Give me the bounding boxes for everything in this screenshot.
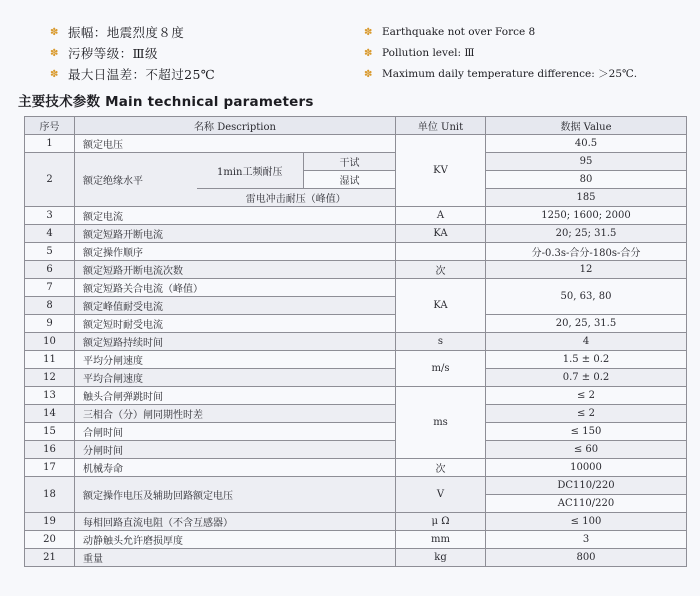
row-number: 11 bbox=[25, 351, 75, 369]
row-value: 4 bbox=[486, 333, 687, 351]
row-value: 1.5 ± 0.2 bbox=[486, 351, 687, 369]
row-number: 15 bbox=[25, 423, 75, 441]
row-sublabel: 1min工频耐压 bbox=[197, 153, 304, 189]
table-row bbox=[25, 315, 687, 333]
row-value: 分-0.3s-合分-180s-合分 bbox=[486, 243, 687, 261]
conditions-chinese bbox=[50, 22, 215, 85]
conditions-english bbox=[364, 22, 637, 85]
condition-text: Earthquake not over Force 8 bbox=[382, 26, 536, 38]
row-number: 9 bbox=[25, 315, 75, 333]
row-sublabel: 湿试 bbox=[304, 171, 396, 189]
bullet-icon: ✽ bbox=[50, 27, 59, 38]
row-name: 每相回路直流电阻（不含互感器） bbox=[75, 513, 396, 531]
row-name: 额定短路开断电流次数 bbox=[75, 261, 396, 279]
condition-text: 最大日温差：不超过25℃ bbox=[68, 67, 216, 82]
row-unit: KA bbox=[396, 279, 486, 333]
table-row bbox=[25, 405, 687, 423]
row-value: 3 bbox=[486, 531, 687, 549]
condition-item bbox=[364, 22, 637, 43]
table-row bbox=[25, 351, 687, 369]
row-number: 2 bbox=[25, 153, 75, 207]
bullet-icon: ✽ bbox=[50, 69, 59, 80]
table-header-row bbox=[25, 117, 687, 135]
table-row bbox=[25, 477, 687, 495]
row-number: 16 bbox=[25, 441, 75, 459]
row-number: 18 bbox=[25, 477, 75, 513]
table-row bbox=[25, 279, 687, 297]
row-value: 20; 25; 31.5 bbox=[486, 225, 687, 243]
row-number: 13 bbox=[25, 387, 75, 405]
row-value: 80 bbox=[486, 171, 687, 189]
row-unit: ms bbox=[396, 387, 486, 459]
row-value: ≤ 60 bbox=[486, 441, 687, 459]
row-number: 5 bbox=[25, 243, 75, 261]
row-value: 20, 25, 31.5 bbox=[486, 315, 687, 333]
row-value: 800 bbox=[486, 549, 687, 567]
row-value: 40.5 bbox=[486, 135, 687, 153]
row-name: 重量 bbox=[75, 549, 396, 567]
row-unit: m/s bbox=[396, 351, 486, 387]
row-name: 额定短时耐受电流 bbox=[75, 315, 396, 333]
row-unit: s bbox=[396, 333, 486, 351]
table-row bbox=[25, 531, 687, 549]
condition-text: Pollution level: Ⅲ bbox=[382, 47, 475, 59]
row-name: 动静触头允许磨损厚度 bbox=[75, 531, 396, 549]
row-sublabel: 干试 bbox=[304, 153, 396, 171]
row-name: 额定短路关合电流（峰值） bbox=[75, 279, 396, 297]
bullet-icon: ✽ bbox=[50, 48, 59, 59]
row-number: 14 bbox=[25, 405, 75, 423]
row-name: 额定电压 bbox=[75, 135, 396, 153]
row-sublabel: 雷电冲击耐压（峰值） bbox=[197, 189, 396, 207]
table-row bbox=[25, 153, 687, 171]
header-description: 名称 Description bbox=[75, 117, 396, 135]
bullet-icon: ✽ bbox=[364, 48, 373, 59]
row-name: 机械寿命 bbox=[75, 459, 396, 477]
header-value: 数据 Value bbox=[486, 117, 687, 135]
table-row bbox=[25, 549, 687, 567]
header-unit: 单位 Unit bbox=[396, 117, 486, 135]
row-name: 平均分闸速度 bbox=[75, 351, 396, 369]
row-number: 4 bbox=[25, 225, 75, 243]
row-value: 95 bbox=[486, 153, 687, 171]
table-row bbox=[25, 207, 687, 225]
row-value: 185 bbox=[486, 189, 687, 207]
row-number: 12 bbox=[25, 369, 75, 387]
row-value: DC110/220 bbox=[486, 477, 687, 495]
row-unit: KV bbox=[396, 135, 486, 207]
row-unit: mm bbox=[396, 531, 486, 549]
row-value: 10000 bbox=[486, 459, 687, 477]
table-row bbox=[25, 513, 687, 531]
condition-item bbox=[50, 64, 215, 85]
row-unit bbox=[396, 243, 486, 261]
row-number: 20 bbox=[25, 531, 75, 549]
table-row bbox=[25, 459, 687, 477]
row-value: ≤ 100 bbox=[486, 513, 687, 531]
table-row bbox=[25, 369, 687, 387]
row-value: ≤ 2 bbox=[486, 405, 687, 423]
row-number: 3 bbox=[25, 207, 75, 225]
row-name: 额定短路持续时间 bbox=[75, 333, 396, 351]
table-row bbox=[25, 423, 687, 441]
row-unit: V bbox=[396, 477, 486, 513]
bullet-icon: ✽ bbox=[364, 27, 373, 38]
row-name: 额定电流 bbox=[75, 207, 396, 225]
row-number: 19 bbox=[25, 513, 75, 531]
condition-text: 污秽等级：Ⅲ级 bbox=[68, 46, 158, 61]
condition-item bbox=[50, 22, 215, 43]
table-row bbox=[25, 243, 687, 261]
row-unit: kg bbox=[396, 549, 486, 567]
service-conditions bbox=[0, 22, 700, 86]
row-name: 额定操作电压及辅助回路额定电压 bbox=[75, 477, 396, 513]
row-name: 额定短路开断电流 bbox=[75, 225, 396, 243]
row-name: 三相合（分）闸同期性时差 bbox=[75, 405, 396, 423]
row-number: 8 bbox=[25, 297, 75, 315]
row-name: 平均合闸速度 bbox=[75, 369, 396, 387]
table-row bbox=[25, 225, 687, 243]
row-name: 合闸时间 bbox=[75, 423, 396, 441]
row-unit: 次 bbox=[396, 261, 486, 279]
condition-item bbox=[364, 43, 637, 64]
row-name: 分闸时间 bbox=[75, 441, 396, 459]
row-value: ≤ 2 bbox=[486, 387, 687, 405]
row-name: 触头合闸弹跳时间 bbox=[75, 387, 396, 405]
table-row bbox=[25, 135, 687, 153]
row-value: AC110/220 bbox=[486, 495, 687, 513]
row-number: 10 bbox=[25, 333, 75, 351]
row-unit: A bbox=[396, 207, 486, 225]
parameters-table bbox=[24, 116, 687, 567]
table-row bbox=[25, 441, 687, 459]
table-row bbox=[25, 387, 687, 405]
condition-text: Maximum daily temperature difference: ＞25℃. bbox=[382, 68, 638, 80]
row-name: 额定操作顺序 bbox=[75, 243, 396, 261]
condition-text: 振幅：地震烈度８度 bbox=[68, 25, 185, 40]
row-number: 6 bbox=[25, 261, 75, 279]
row-unit: 次 bbox=[396, 459, 486, 477]
row-number: 21 bbox=[25, 549, 75, 567]
section-title: 主要技术参数 Main technical parameters bbox=[18, 94, 314, 110]
table-row bbox=[25, 333, 687, 351]
header-no: 序号 bbox=[25, 117, 75, 135]
row-number: 17 bbox=[25, 459, 75, 477]
condition-item bbox=[364, 64, 637, 85]
row-unit: KA bbox=[396, 225, 486, 243]
row-value: 12 bbox=[486, 261, 687, 279]
condition-item bbox=[50, 43, 215, 64]
row-value: 1250; 1600; 2000 bbox=[486, 207, 687, 225]
row-number: 7 bbox=[25, 279, 75, 297]
row-value: ≤ 150 bbox=[486, 423, 687, 441]
row-number: 1 bbox=[25, 135, 75, 153]
row-name: 额定峰值耐受电流 bbox=[75, 297, 396, 315]
bullet-icon: ✽ bbox=[364, 69, 373, 80]
table-row bbox=[25, 261, 687, 279]
row-value: 50, 63, 80 bbox=[486, 279, 687, 315]
row-unit: μ Ω bbox=[396, 513, 486, 531]
row-name: 额定绝缘水平 bbox=[75, 153, 197, 207]
row-value: 0.7 ± 0.2 bbox=[486, 369, 687, 387]
